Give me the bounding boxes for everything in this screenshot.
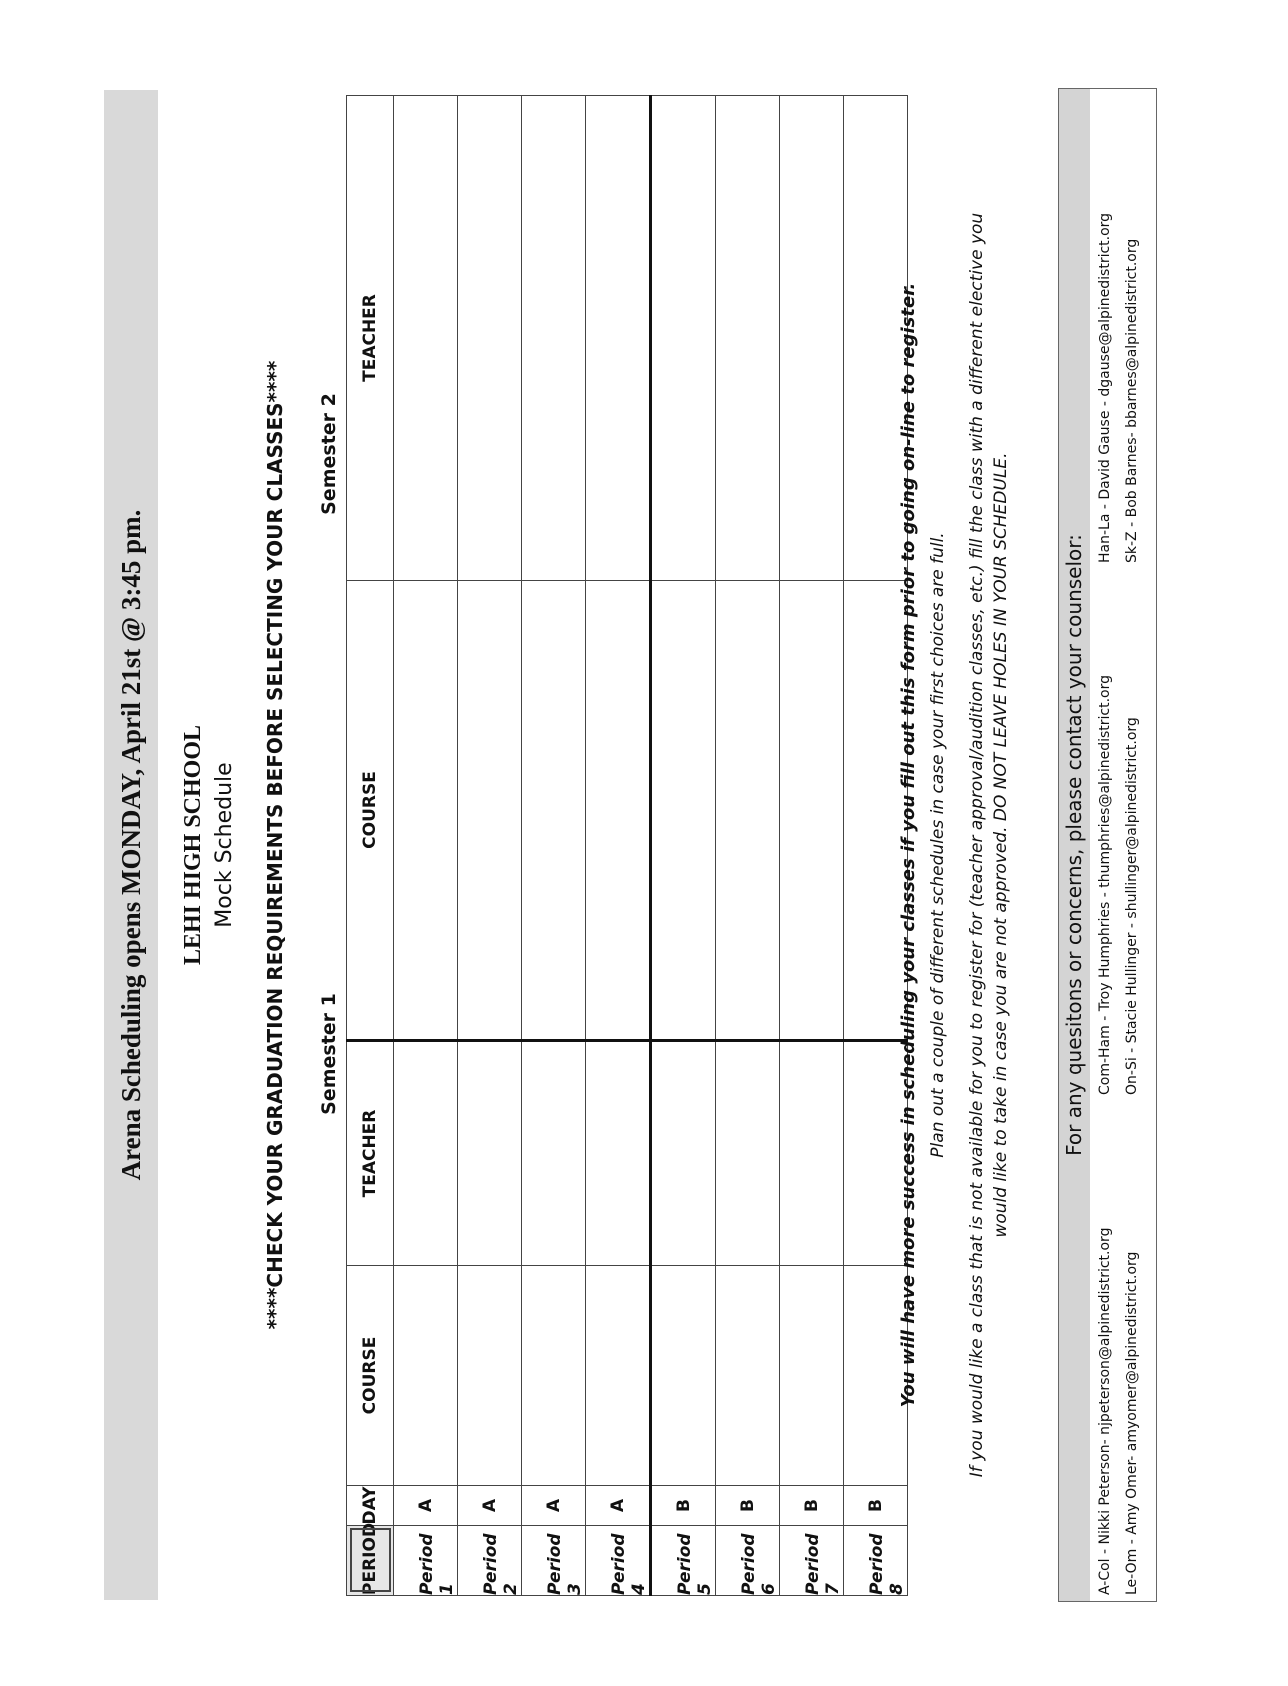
- course-sem1-cell[interactable]: [458, 1266, 522, 1486]
- unavailable-note-line-2: would like to take in case you are not approved. DO NOT LEAVE HOLES IN YOUR SCHEDULE.: [991, 452, 1011, 1238]
- teacher-sem1-cell[interactable]: [458, 1041, 522, 1266]
- day-label: B: [844, 1486, 908, 1526]
- course-sem2-cell[interactable]: [716, 581, 780, 1041]
- day-label: B: [651, 1486, 716, 1526]
- header-row: [347, 96, 394, 1596]
- column-header-period: PERIOD: [347, 1526, 394, 1596]
- success-note: You will have more success in scheduling your classes if you fill out this form prior to going on-line to register.: [898, 282, 919, 1408]
- column-header-course-sem1: COURSE: [347, 1266, 394, 1486]
- course-sem2-cell[interactable]: [522, 581, 586, 1041]
- period-label: Period 3: [522, 1526, 586, 1596]
- course-sem2-cell[interactable]: [586, 581, 651, 1041]
- semester-2-label: Semester 2: [318, 393, 340, 515]
- course-sem2-cell[interactable]: [651, 581, 716, 1041]
- teacher-sem2-cell[interactable]: [394, 96, 458, 581]
- course-sem1-cell[interactable]: [780, 1266, 844, 1486]
- unavailable-class-note: [965, 90, 1013, 1600]
- period-label: Period 4: [586, 1526, 651, 1596]
- counselor-a-col: A-Col - Nikki Peterson- njpeterson@alpinedistrict.org: [1097, 1227, 1113, 1595]
- table-row: [716, 96, 780, 1596]
- teacher-sem1-cell[interactable]: [522, 1041, 586, 1266]
- table-row: [651, 96, 716, 1596]
- teacher-sem1-cell[interactable]: [651, 1041, 716, 1266]
- graduation-warning: ****CHECK YOUR GRADUATION REQUIREMENTS BEFORE SELECTING YOUR CLASSES****: [263, 360, 287, 1330]
- school-name: LEHI HIGH SCHOOL: [180, 724, 206, 966]
- period-label: Period 2: [458, 1526, 522, 1596]
- teacher-sem2-cell[interactable]: [522, 96, 586, 581]
- day-label: B: [780, 1486, 844, 1526]
- column-header-course-sem2: COURSE: [347, 581, 394, 1041]
- counselor-on-si: On-Si - Stacie Hullinger - shullinger@alpinedistrict.org: [1124, 717, 1140, 1095]
- counselor-contact-box: [1058, 88, 1157, 1602]
- schedule-table-wrapper: [346, 96, 907, 1596]
- period-label: Period 7: [780, 1526, 844, 1596]
- teacher-sem1-cell[interactable]: [716, 1041, 780, 1266]
- course-sem2-cell[interactable]: [394, 581, 458, 1041]
- table-row: [780, 96, 844, 1596]
- period-label: Period 6: [716, 1526, 780, 1596]
- schedule-body: [394, 96, 908, 1596]
- counselor-le-om: Le-Om - Amy Omer- amyomer@alpinedistrict.org: [1124, 1251, 1140, 1595]
- teacher-sem1-cell[interactable]: [394, 1041, 458, 1266]
- course-sem1-cell[interactable]: [716, 1266, 780, 1486]
- schedule-table: [346, 95, 908, 1596]
- column-header-teacher-sem2: TEACHER: [347, 96, 394, 581]
- day-label: A: [458, 1486, 522, 1526]
- teacher-sem2-cell[interactable]: [716, 96, 780, 581]
- course-sem1-cell[interactable]: [651, 1266, 716, 1486]
- table-row: [394, 96, 458, 1596]
- counselor-com-ham: Com-Ham - Troy Humphries - thumphries@alpinedistrict.org: [1097, 675, 1113, 1095]
- course-sem2-cell[interactable]: [780, 581, 844, 1041]
- table-row: [586, 96, 651, 1596]
- course-sem1-cell[interactable]: [394, 1266, 458, 1486]
- banner-title: Arena Scheduling opens MONDAY, April 21st @ 3:45 pm.: [116, 509, 146, 1181]
- teacher-sem1-cell[interactable]: [780, 1041, 844, 1266]
- semester-1-label: Semester 1: [318, 993, 340, 1115]
- teacher-sem2-cell[interactable]: [458, 96, 522, 581]
- period-label: Period 5: [651, 1526, 716, 1596]
- teacher-sem2-cell[interactable]: [651, 96, 716, 581]
- plan-note: Plan out a couple of different schedules in case your first choices are full.: [928, 532, 948, 1158]
- course-sem1-cell[interactable]: [586, 1266, 651, 1486]
- period-label: Period 1: [394, 1526, 458, 1596]
- course-sem1-cell[interactable]: [522, 1266, 586, 1486]
- unavailable-note-line-1: If you would like a class that is not available for you to register for (teacher approval/audition classes, etc.) fill the class with a different elective you: [967, 212, 987, 1478]
- table-row: [522, 96, 586, 1596]
- table-row: [458, 96, 522, 1596]
- day-label: A: [586, 1486, 651, 1526]
- column-header-day: DAY: [347, 1486, 394, 1526]
- teacher-sem1-cell[interactable]: [586, 1041, 651, 1266]
- course-sem2-cell[interactable]: [458, 581, 522, 1041]
- column-header-teacher-sem1: TEACHER: [347, 1041, 394, 1266]
- period-label: Period 8: [844, 1526, 908, 1596]
- counselor-han-la: Han-La - David Gause - dgause@alpinedistrict.org: [1097, 212, 1113, 563]
- document-subtitle: Mock Schedule: [212, 762, 237, 928]
- counselor-sk-z: Sk-Z - Bob Barnes- bbarnes@alpinedistrict.org: [1124, 238, 1140, 563]
- contact-heading: For any quesitons or concerns, please contact your counselor:: [1062, 534, 1086, 1156]
- teacher-sem2-cell[interactable]: [780, 96, 844, 581]
- day-label: A: [522, 1486, 586, 1526]
- teacher-sem2-cell[interactable]: [586, 96, 651, 581]
- day-label: A: [394, 1486, 458, 1526]
- day-label: B: [716, 1486, 780, 1526]
